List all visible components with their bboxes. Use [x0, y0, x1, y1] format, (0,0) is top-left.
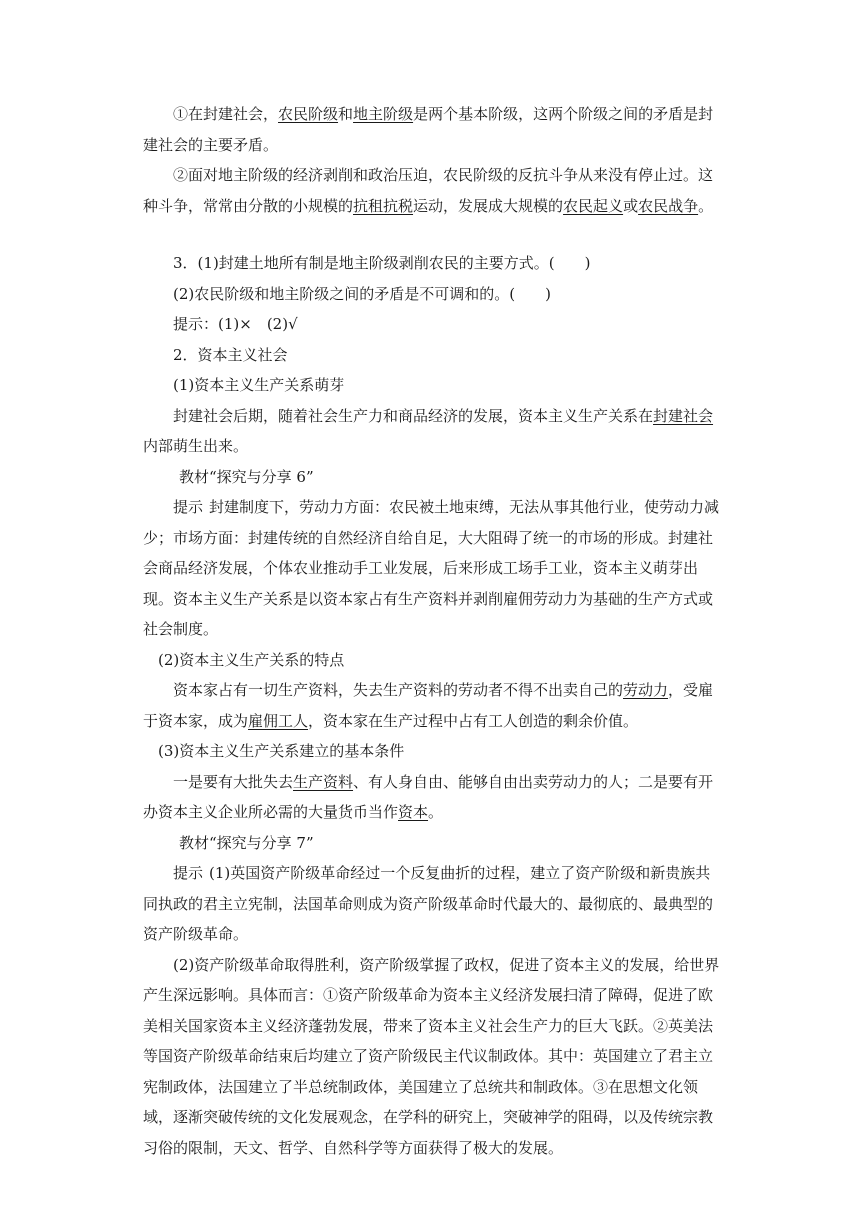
underlined-keyword: 封建社会: [653, 406, 714, 425]
explore-7-text-2: (2)资产阶级革命取得胜利，资产阶级掌握了政权，促进了资本主义的发展，给世界产生深远影响。具体而言：①资产阶级革命为资本主义经济发展扫清了障碍，促进了欧美相关国家资本主义经济蓬勃发展，带来了资本主义社会生产力的巨大飞跃。②英美法等国资产阶级革命结束后均建立了资产阶级民主代议制政体。其中：英国建立了君主立宪制政体，法国建立了半总统制政体，美国建立了总统共和制政体。③在思想文化领域，逐渐突破传统的文化发展观念，在学科的研究上，突破神学的阻碍，以及传统宗教习俗的限制，天文、哲学、自然科学等方面获得了极大的发展。: [143, 955, 720, 1157]
text-run: ，受雇于资本家，成为: [143, 681, 714, 730]
text-run: 资本家占有一切生产资料，失去生产资料的劳动者不得不出卖自己的: [173, 681, 624, 699]
explore-6-tip: [143, 492, 723, 645]
peasant-struggle-paragraph: [143, 160, 723, 221]
underlined-keyword: 生产资料: [293, 772, 354, 791]
text-run: 和: [338, 105, 354, 123]
section-heading-capitalism: 2．资本主义社会: [173, 345, 288, 364]
text-run: 是两个基本阶级，这两个阶级之间的矛盾是封建社会的主要矛盾。: [143, 105, 714, 154]
text-run: 运动，发展成大规模的: [413, 196, 564, 215]
text-run: 内部萌生出来。: [143, 437, 249, 455]
main-section: [143, 248, 723, 1163]
text-run: ①在封建社会，: [173, 105, 279, 123]
underlined-keyword: 雇佣工人: [248, 711, 309, 730]
underlined-keyword: 农民起义: [563, 196, 624, 215]
subheading-conditions: (3)资本主义生产关系建立的基本条件: [158, 742, 405, 760]
underlined-keyword: 地主阶级: [353, 105, 414, 123]
subheading-sprout: (1)资本主义生产关系萌芽: [173, 376, 345, 394]
text-run: 一是要有大批失去: [173, 772, 294, 791]
explore-7-text-1: (1)英国资产阶级革命经过一个反复曲折的过程，建立了资产阶级和新贵族共同执政的君主立宪制，法国革命则成为资产阶级革命时代最大的、最彻底的、最典型的资产阶级革命。: [143, 864, 714, 943]
quiz-question-2: (2)农民阶级和地主阶级之间的矛盾是不可调和的。( ): [173, 284, 551, 303]
text-run: 或: [623, 196, 639, 215]
features-paragraph: [143, 675, 723, 736]
text-run: 、有人身自由、能够自由出卖劳动力的人；二是要有开办资本主义企业所必需的大量货币当作: [143, 772, 714, 821]
sprout-paragraph: [143, 401, 723, 462]
underlined-keyword: 劳动力: [623, 681, 669, 699]
tip-label: 提示: [173, 864, 204, 882]
quiz-question-1: 3．(1)封建土地所有制是地主阶级剥削农民的主要方式。( ): [173, 254, 591, 272]
text-run: 。: [428, 803, 444, 821]
explore-7-title: 教材“探究与分享 7”: [179, 833, 314, 852]
text-run: 。: [698, 196, 714, 215]
tip-label: 提示: [173, 498, 204, 516]
quiz-answer: 提示：(1)× (2)√: [173, 315, 298, 333]
text-run: ②面对地主阶级的经济剥削和政治压迫，农民阶级的反抗斗争从来没有停止过。这种斗争，常常由分散的小规模的: [143, 166, 714, 215]
feudal-section: [143, 99, 723, 221]
underlined-keyword: 抗租抗税: [353, 196, 414, 215]
underlined-keyword: 农民战争: [638, 196, 699, 215]
explore-6-text: 封建制度下，劳动力方面：农民被土地束缚，无法从事其他行业，使劳动力减少；市场方面：封建传统的自然经济自给自足，大大阻碍了统一的市场的形成。封建社会商品经济发展，个体农业推动手工业发展，后来形成工场手工业，资本主义萌芽出现。资本主义生产关系是以资本家占有生产资料并剥削雇佣劳动力为基础的生产方式或社会制度。: [143, 498, 720, 638]
conditions-paragraph: [143, 767, 723, 828]
explore-7-tip: [143, 858, 723, 950]
underlined-keyword: 资本: [398, 803, 429, 821]
explore-6-title: 教材“探究与分享 6”: [179, 467, 314, 486]
text-run: 封建社会后期，随着社会生产力和商品经济的发展，资本主义生产关系在: [173, 406, 654, 425]
feudal-classes-paragraph: [143, 99, 723, 160]
underlined-keyword: 农民阶级: [278, 105, 339, 123]
text-run: ，资本家在生产过程中占有工人创造的剩余价值。: [308, 711, 639, 730]
subheading-features: (2)资本主义生产关系的特点: [158, 650, 345, 669]
